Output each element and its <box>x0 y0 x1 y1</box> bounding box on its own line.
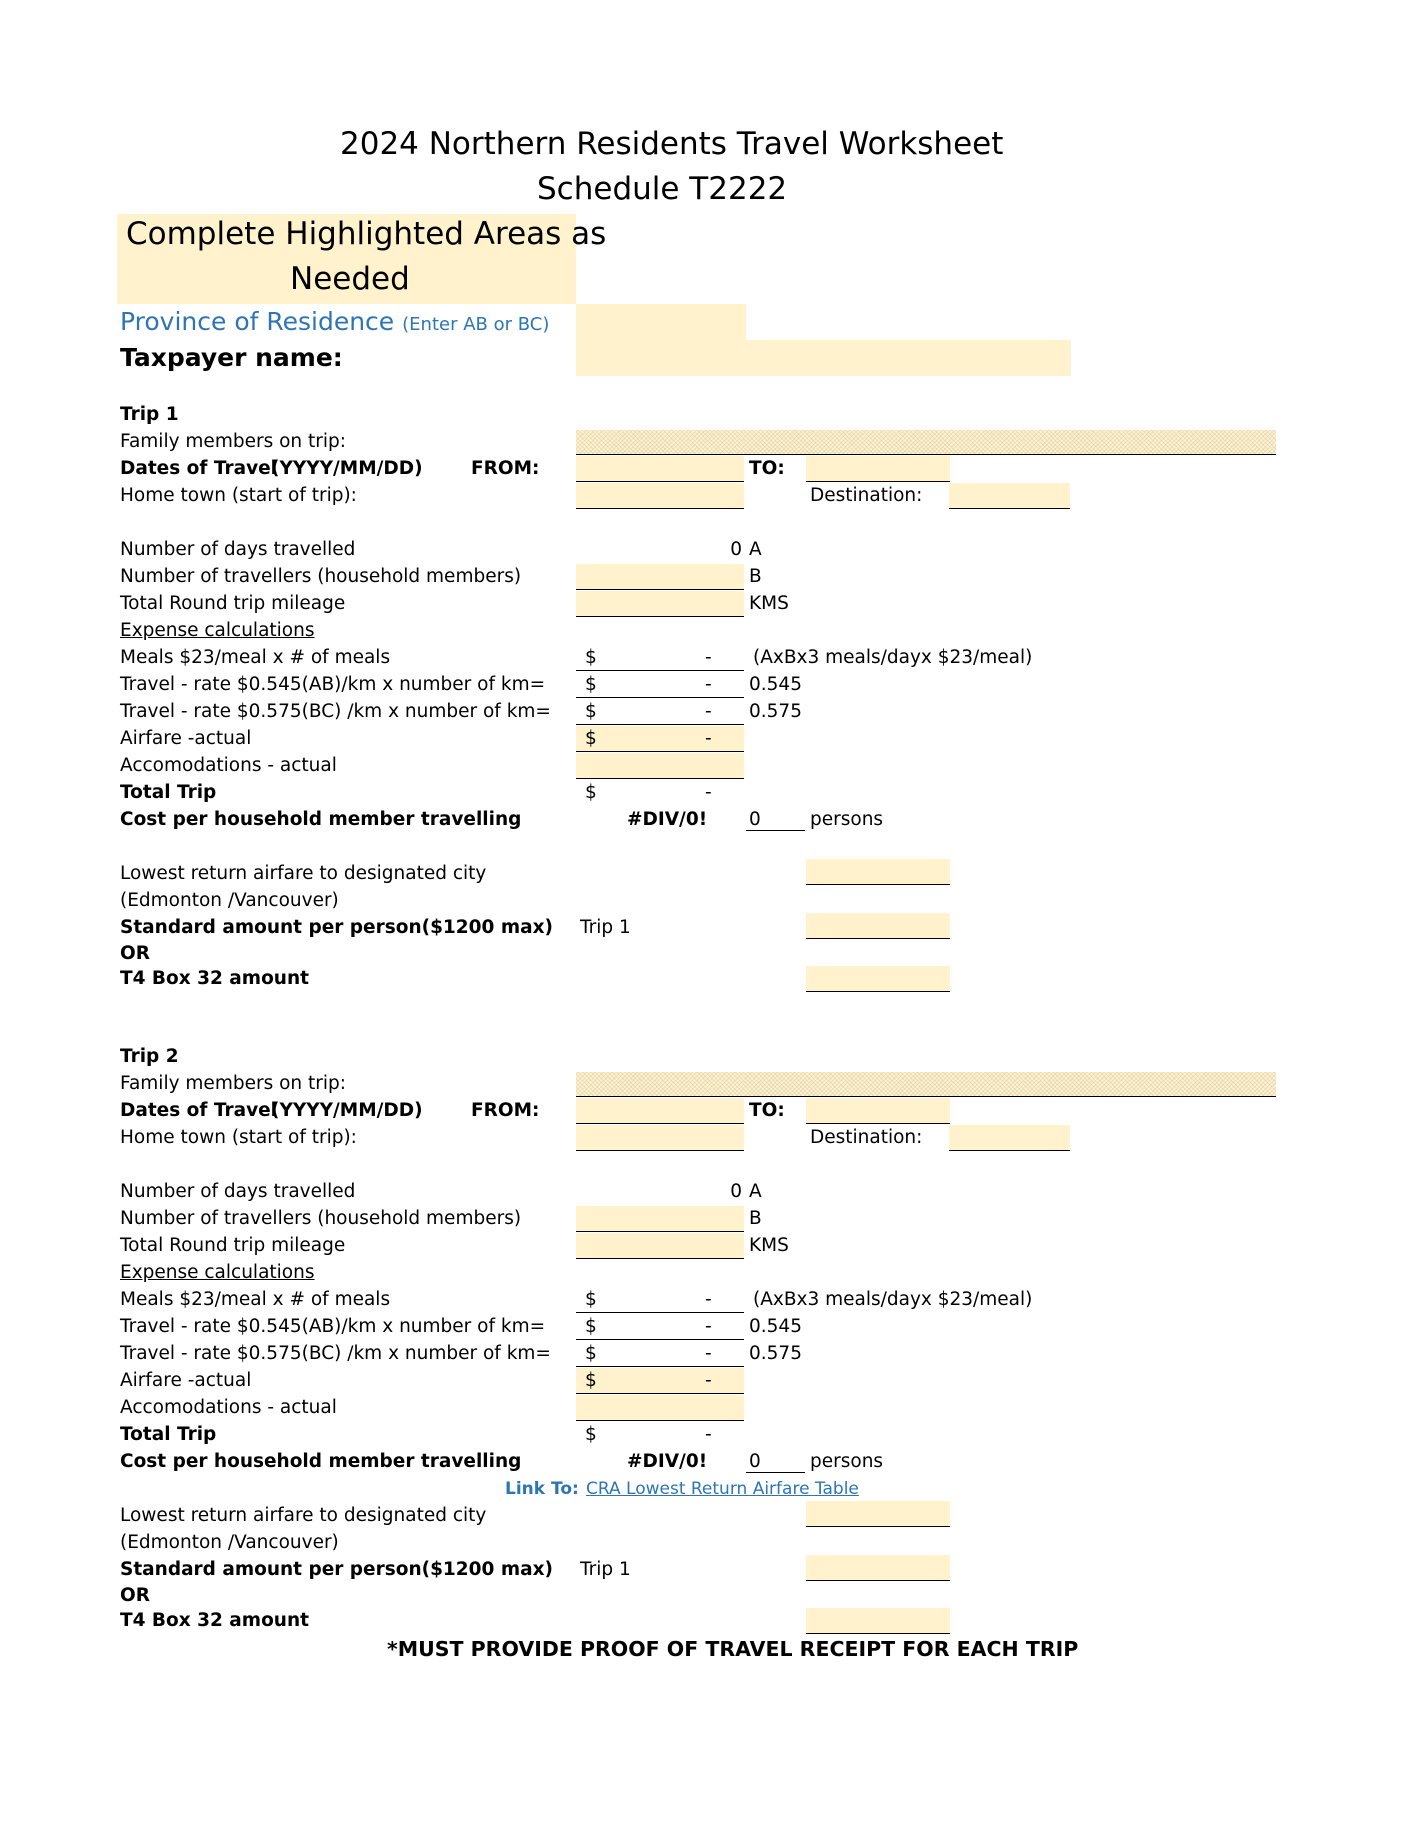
trip-2-home-input[interactable] <box>576 1125 744 1151</box>
trip-1-rate-bc: 0.575 <box>749 701 802 722</box>
trip-1-travel-bc-amount: - <box>705 701 712 722</box>
proof-of-travel-note: *MUST PROVIDE PROOF OF TRAVEL RECEIPT FOR EACH TRIP <box>387 1637 1079 1661</box>
trip-1-home-label: Home town (start of trip): <box>120 485 357 506</box>
trip-2-destination-label: Destination: <box>810 1127 923 1148</box>
trip-1-mileage-label: Total Round trip mileage <box>120 593 346 614</box>
trip-2-airfare-label: Airfare -actual <box>120 1370 252 1391</box>
trip-2-days-label: Number of days travelled <box>120 1181 356 1202</box>
trip-1-persons-label: persons <box>810 809 884 830</box>
trip-2-family-input[interactable] <box>576 1072 1276 1097</box>
trip-1-days-label: Number of days travelled <box>120 539 356 560</box>
trip-1-trip-ref: Trip 1 <box>580 917 631 938</box>
trip-2-total-label: Total Trip <box>120 1424 217 1445</box>
province-label <box>120 307 549 336</box>
trip-2-travel-ab-cell <box>576 1314 744 1340</box>
trip-2-from-label: FROM: <box>471 1100 540 1121</box>
trip-1-heading: Trip 1 <box>120 404 179 425</box>
trip-1-lowest-airfare-input[interactable] <box>806 859 950 885</box>
trip-1-expense-heading: Expense calculations <box>120 620 315 641</box>
trip-2-destination-input[interactable] <box>949 1125 1070 1151</box>
province-input[interactable] <box>576 304 746 340</box>
trip-2-standard-label: Standard amount per person($1200 max) <box>120 1559 554 1580</box>
trip-1-total-dollar: $ <box>585 782 597 803</box>
trip-2-cost-value: #DIV/0! <box>627 1451 708 1472</box>
trip-1-travel-bc-cell <box>576 699 744 725</box>
trip-1-persons-value: 0 <box>746 809 805 831</box>
trip-1-travellers-input[interactable] <box>576 564 744 590</box>
trip-1-meals-dollar: $ <box>585 647 597 668</box>
trip-1-family-label: Family members on trip: <box>120 431 346 452</box>
trip-1-travel-ab-amount: - <box>705 674 712 695</box>
trip-2-persons-value: 0 <box>746 1451 805 1473</box>
trip-2-lowest-label-1: Lowest return airfare to designated city <box>120 1505 487 1526</box>
trip-2-travel-ab-label: Travel - rate $0.545(AB)/km x number of km= <box>120 1316 546 1337</box>
trip-2-total-dollar: $ <box>585 1424 597 1445</box>
trip-1-destination-label: Destination: <box>810 485 923 506</box>
trip-1-total-label: Total Trip <box>120 782 217 803</box>
trip-1-cost-value: #DIV/0! <box>627 809 708 830</box>
trip-2-or-label: OR <box>120 1585 150 1606</box>
trip-1-cost-label: Cost per household member travelling <box>120 809 522 830</box>
trip-1-meals-cell <box>576 645 744 671</box>
trip-2-from-date-input[interactable] <box>576 1098 744 1124</box>
trip-2-dates-format: (YYYY/MM/DD) <box>271 1100 423 1121</box>
trip-1-accom-input[interactable] <box>576 753 744 779</box>
cra-airfare-table-link[interactable]: CRA Lowest Return Airfare Table <box>586 1479 859 1499</box>
trip-2-meals-note: (AxBx3 meals/dayx $23/meal) <box>753 1289 1033 1310</box>
trip-2-travel-bc-amount: - <box>705 1343 712 1364</box>
trip-1-or-label: OR <box>120 943 150 964</box>
trip-2-rate-bc: 0.575 <box>749 1343 802 1364</box>
trip-2-travel-ab-amount: - <box>705 1316 712 1337</box>
trip-2-mileage-label: Total Round trip mileage <box>120 1235 346 1256</box>
page-title: 2024 Northern Residents Travel Worksheet <box>340 126 1004 162</box>
trip-1-t4-input[interactable] <box>806 966 950 992</box>
trip-1-travel-ab-label: Travel - rate $0.545(AB)/km x number of km= <box>120 674 546 695</box>
trip-2-airfare-amount: - <box>705 1370 712 1391</box>
trip-2-suffix-kms: KMS <box>749 1235 789 1256</box>
trip-2-lowest-airfare-input[interactable] <box>806 1501 950 1527</box>
trip-1-to-label: TO: <box>749 458 785 479</box>
trip-1-meals-note: (AxBx3 meals/dayx $23/meal) <box>753 647 1033 668</box>
trip-1-lowest-label-2: (Edmonton /Vancouver) <box>120 890 339 911</box>
trip-2-home-label: Home town (start of trip): <box>120 1127 357 1148</box>
trip-2-family-label: Family members on trip: <box>120 1073 346 1094</box>
trip-1-meals-amount: - <box>705 647 712 668</box>
trip-1-travel-ab-dollar: $ <box>585 674 597 695</box>
trip-2-lowest-label-2: (Edmonton /Vancouver) <box>120 1532 339 1553</box>
trip-1-destination-input[interactable] <box>949 483 1070 509</box>
trip-1-travel-ab-cell <box>576 672 744 698</box>
trip-2-rate-ab: 0.545 <box>749 1316 802 1337</box>
province-label-text: Province of Residence <box>120 307 395 336</box>
trip-1-mileage-input[interactable] <box>576 591 744 617</box>
trip-1-airfare-label: Airfare -actual <box>120 728 252 749</box>
trip-1-from-label: FROM: <box>471 458 540 479</box>
trip-2-standard-input[interactable] <box>806 1555 950 1581</box>
trip-1-accom-label: Accomodations - actual <box>120 755 337 776</box>
instruction-text-line1: Complete Highlighted Areas as <box>126 216 607 252</box>
trip-1-t4-label: T4 Box 32 amount <box>120 968 309 989</box>
trip-2-to-date-input[interactable] <box>806 1098 950 1124</box>
trip-1-from-date-input[interactable] <box>576 456 744 482</box>
trip-2-suffix-b: B <box>749 1208 762 1229</box>
trip-1-to-date-input[interactable] <box>806 456 950 482</box>
trip-2-travel-bc-cell <box>576 1341 744 1367</box>
trip-2-persons-label: persons <box>810 1451 884 1472</box>
trip-2-travellers-label: Number of travellers (household members) <box>120 1208 522 1229</box>
trip-2-trip-ref: Trip 1 <box>580 1559 631 1580</box>
trip-2-cost-label: Cost per household member travelling <box>120 1451 522 1472</box>
trip-2-accom-label: Accomodations - actual <box>120 1397 337 1418</box>
trip-1-standard-input[interactable] <box>806 913 950 939</box>
trip-2-meals-amount: - <box>705 1289 712 1310</box>
trip-2-meals-cell <box>576 1287 744 1313</box>
trip-1-suffix-a: A <box>749 539 762 560</box>
trip-2-travellers-input[interactable] <box>576 1206 744 1232</box>
trip-2-days-value: 0 <box>730 1181 742 1202</box>
trip-2-mileage-input[interactable] <box>576 1233 744 1259</box>
trip-1-suffix-kms: KMS <box>749 593 789 614</box>
trip-2-accom-input[interactable] <box>576 1395 744 1421</box>
trip-1-dates-label: Dates of Travel <box>120 458 278 479</box>
trip-1-meals-label: Meals $23/meal x # of meals <box>120 647 391 668</box>
trip-1-airfare-amount: - <box>705 728 712 749</box>
trip-1-family-input[interactable] <box>576 430 1276 455</box>
trip-2-to-label: TO: <box>749 1100 785 1121</box>
trip-2-airfare-dollar: $ <box>585 1370 597 1391</box>
page-subtitle: Schedule T2222 <box>537 171 788 207</box>
trip-1-dates-format: (YYYY/MM/DD) <box>271 458 423 479</box>
trip-1-travel-bc-label: Travel - rate $0.575(BC) /km x number of km= <box>120 701 551 722</box>
trip-2-travel-bc-label: Travel - rate $0.575(BC) /km x number of km= <box>120 1343 551 1364</box>
trip-2-dates-label: Dates of Travel <box>120 1100 278 1121</box>
trip-1-home-input[interactable] <box>576 483 744 509</box>
taxpayer-label: Taxpayer name: <box>120 343 343 372</box>
trip-2-meals-dollar: $ <box>585 1289 597 1310</box>
trip-1-suffix-b: B <box>749 566 762 587</box>
trip-2-travel-bc-dollar: $ <box>585 1343 597 1364</box>
trip-2-t4-label: T4 Box 32 amount <box>120 1610 309 1631</box>
province-hint: (Enter AB or BC) <box>402 314 550 335</box>
trip-1-airfare-dollar: $ <box>585 728 597 749</box>
trip-2-t4-input[interactable] <box>806 1608 950 1634</box>
trip-1-travel-bc-dollar: $ <box>585 701 597 722</box>
trip-2-heading: Trip 2 <box>120 1046 179 1067</box>
taxpayer-name-input[interactable] <box>576 340 1071 376</box>
trip-2-meals-label: Meals $23/meal x # of meals <box>120 1289 391 1310</box>
trip-1-airfare-input[interactable] <box>576 726 744 752</box>
instruction-text-line2: Needed <box>290 261 410 297</box>
trip-1-standard-label: Standard amount per person($1200 max) <box>120 917 554 938</box>
trip-1-lowest-label-1: Lowest return airfare to designated city <box>120 863 487 884</box>
trip-1-days-value: 0 <box>730 539 742 560</box>
trip-2-total-amount: - <box>705 1424 712 1445</box>
trip-1-travellers-label: Number of travellers (household members) <box>120 566 522 587</box>
trip-2-suffix-a: A <box>749 1181 762 1202</box>
trip-2-travel-ab-dollar: $ <box>585 1316 597 1337</box>
airfare-link-prefix: Link To: <box>505 1479 579 1499</box>
trip-2-expense-heading: Expense calculations <box>120 1262 315 1283</box>
trip-1-total-amount: - <box>705 782 712 803</box>
trip-2-airfare-input[interactable] <box>576 1368 744 1394</box>
trip-1-rate-ab: 0.545 <box>749 674 802 695</box>
